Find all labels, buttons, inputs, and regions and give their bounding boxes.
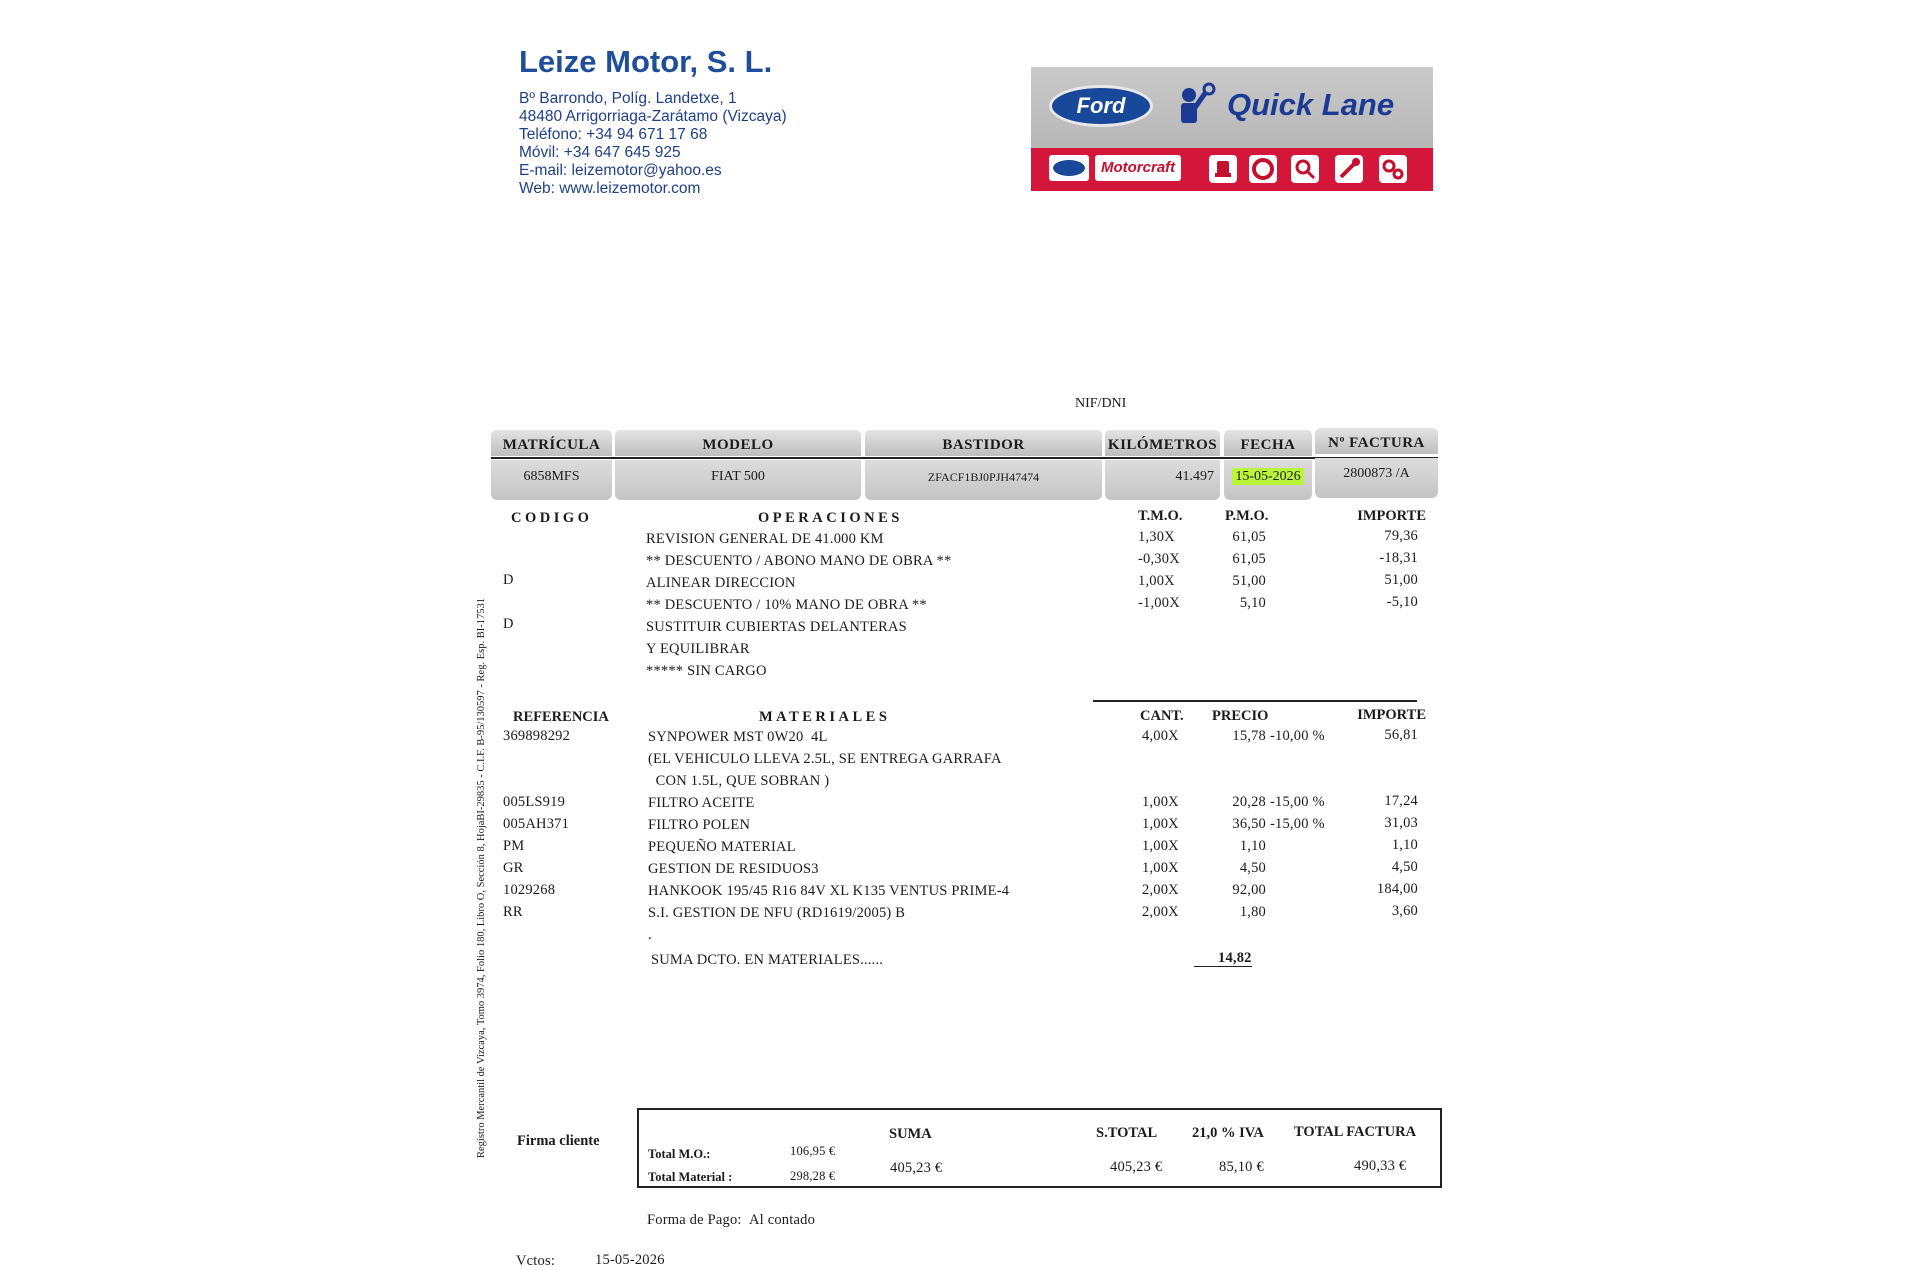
reference-header: REFERENCIA — [513, 709, 609, 725]
payment-value: Al contado — [749, 1212, 816, 1228]
due-label: Vctos: — [516, 1253, 556, 1269]
company-mobile: Móvil: +34 647 645 925 — [519, 144, 681, 161]
material-qty: 2,00X — [1142, 904, 1179, 920]
price-header: PRECIO — [1212, 708, 1269, 724]
vat-value: 85,10 € — [1219, 1159, 1264, 1175]
brand-banner — [1031, 67, 1433, 191]
amount-header: IMPORTE — [1357, 508, 1426, 524]
material-reference: 1029268 — [503, 882, 556, 898]
operation-amount: 51,00 — [1384, 572, 1418, 588]
labor-total-value: 106,95 € — [790, 1144, 836, 1158]
material-reference: RR — [503, 904, 523, 920]
material-reference: 005AH371 — [503, 816, 570, 832]
invoice-total-label: TOTAL FACTURA — [1294, 1124, 1417, 1140]
pmo-header: P.M.O. — [1225, 508, 1269, 524]
sum-value: 405,23 € — [890, 1160, 943, 1176]
material-reference: GR — [503, 860, 524, 876]
tyre-icon — [1249, 155, 1277, 183]
material-price: 15,78 — [1232, 728, 1266, 744]
material-description: CON 1.5L, QUE SOBRAN ) — [648, 773, 830, 789]
qty-header: CANT. — [1140, 708, 1184, 724]
company-web: Web: www.leizemotor.com — [519, 180, 701, 197]
operation-description: SUSTITUIR CUBIERTAS DELANTERAS — [646, 619, 907, 635]
code-header: CODIGO — [511, 510, 593, 526]
operation-description: REVISION GENERAL DE 41.000 KM — [646, 531, 884, 547]
operation-tmo: 1,30X — [1138, 529, 1175, 545]
sum-label: SUMA — [889, 1126, 932, 1142]
material-description: SYNPOWER MST 0W20 4L — [648, 729, 828, 745]
subtotal-label: S.TOTAL — [1096, 1125, 1158, 1141]
invoice-total-value: 490,33 € — [1354, 1158, 1407, 1174]
material-price: 36,50 — [1232, 816, 1266, 832]
registry-text: Registro Mercantil de Vizcaya, Tomo 3974, Folio 180, Libro O, Sección 8, HojaBI-29835 - C.I.F. B-95/130597 - Reg. Esp. BI-17531 — [476, 598, 487, 1158]
operation-description: ** DESCUENTO / 10% MANO DE OBRA ** — [646, 597, 927, 613]
plate-value: 6858MFS — [491, 460, 612, 500]
operation-amount: 79,36 — [1384, 528, 1418, 544]
date-cell — [1224, 460, 1312, 500]
material-qty: 1,00X — [1142, 816, 1179, 832]
material-amount: 4,50 — [1391, 859, 1418, 875]
material-total-value: 298,28 € — [790, 1169, 836, 1183]
operation-pmo: 5,10 — [1239, 595, 1266, 611]
operation-description: ** DESCUENTO / ABONO MANO DE OBRA ** — [646, 553, 952, 569]
plate-header: MATRÍCULA — [491, 430, 612, 456]
vat-label: 21,0 % IVA — [1192, 1125, 1264, 1141]
due-value: 15-05-2026 — [595, 1252, 665, 1268]
km-header: KILÓMETROS — [1105, 430, 1220, 456]
operation-tmo: -0,30X — [1138, 551, 1180, 567]
ford-small-logo — [1049, 155, 1089, 181]
material-description: (EL VEHICULO LLEVA 2.5L, SE ENTREGA GARRAFA — [648, 751, 1002, 767]
material-description: . — [648, 927, 652, 943]
date-value: 15-05-2026 — [1232, 468, 1303, 485]
invoice-value: 2800873 /A — [1315, 458, 1438, 498]
operation-code: D — [503, 616, 514, 632]
motorcraft-logo: Motorcraft — [1095, 155, 1181, 181]
material-price: 1,10 — [1239, 838, 1266, 854]
material-reference: 369898292 — [503, 728, 571, 744]
tmo-header: T.M.O. — [1138, 508, 1183, 524]
wrench-icon — [1335, 155, 1363, 183]
signature-label: Firma cliente — [517, 1133, 600, 1149]
payment-label: Forma de Pago: — [647, 1212, 742, 1228]
material-price: 92,00 — [1232, 882, 1266, 898]
totals-box — [637, 1108, 1442, 1188]
ford-logo: Ford — [1049, 85, 1153, 127]
materials-header: MATERIALES — [759, 709, 891, 725]
material-description: FILTRO ACEITE — [648, 795, 755, 811]
material-discount-value: 14,82 — [1194, 950, 1252, 967]
material-qty: 1,00X — [1142, 838, 1179, 854]
materials-rule — [1093, 700, 1417, 702]
material-total-label: Total Material : — [648, 1170, 733, 1184]
operation-description: ALINEAR DIRECCION — [646, 575, 796, 591]
invoice-header: Nº FACTURA — [1315, 428, 1438, 454]
material-amount: 3,60 — [1391, 903, 1418, 919]
material-qty: 1,00X — [1142, 794, 1179, 810]
operations-header: OPERACIONES — [758, 510, 903, 526]
material-discount: -10,00 % — [1270, 728, 1325, 744]
material-amount: 56,81 — [1384, 727, 1418, 743]
operation-code: D — [503, 572, 514, 588]
operation-tmo: -1,00X — [1138, 595, 1180, 611]
operation-amount: -5,10 — [1386, 594, 1418, 610]
subtotal-value: 405,23 € — [1110, 1159, 1163, 1175]
material-description: GESTION DE RESIDUOS3 — [648, 861, 819, 877]
quick-lane-logo: Quick Lane — [1227, 87, 1395, 122]
operation-description: ***** SIN CARGO — [646, 663, 767, 679]
material-reference: PM — [503, 838, 525, 854]
operation-pmo: 51,00 — [1232, 573, 1266, 589]
material-price: 1,80 — [1239, 904, 1266, 920]
material-description: S.I. GESTION DE NFU (RD1619/2005) B — [648, 905, 906, 921]
labor-total-label: Total M.O.: — [648, 1147, 711, 1161]
company-address-line1: Bº Barrondo, Políg. Landetxe, 1 — [519, 90, 737, 107]
material-price: 20,28 — [1232, 794, 1266, 810]
material-discount: -15,00 % — [1270, 816, 1325, 832]
company-email: E-mail: leizemotor@yahoo.es — [519, 162, 722, 179]
material-description: FILTRO POLEN — [648, 817, 751, 833]
company-phone: Teléfono: +34 94 671 17 68 — [519, 126, 708, 143]
operation-description: Y EQUILIBRAR — [646, 641, 750, 657]
material-qty: 4,00X — [1142, 728, 1179, 744]
diagnostic-icon — [1291, 155, 1319, 183]
vin-value: ZFACF1BJ0PJH47474 — [865, 460, 1102, 500]
operation-pmo: 61,05 — [1232, 529, 1266, 545]
material-description: HANKOOK 195/45 R16 84V XL K135 VENTUS PRIME-4 — [648, 883, 1010, 899]
seat-icon — [1209, 155, 1237, 183]
material-amount: 31,03 — [1384, 815, 1418, 831]
nif-label: NIF/DNI — [1075, 396, 1127, 411]
header-rule — [491, 457, 1438, 459]
model-value: FIAT 500 — [615, 460, 861, 500]
material-amount: 184,00 — [1376, 881, 1418, 897]
operation-tmo: 1,00X — [1138, 573, 1175, 589]
vin-header: BASTIDOR — [865, 430, 1102, 456]
material-discount-label: SUMA DCTO. EN MATERIALES...... — [651, 952, 884, 968]
material-description: PEQUEÑO MATERIAL — [648, 839, 796, 855]
material-qty: 2,00X — [1142, 882, 1179, 898]
material-reference: 005LS919 — [503, 794, 566, 810]
material-qty: 1,00X — [1142, 860, 1179, 876]
mechanic-icon — [1169, 81, 1221, 133]
mat-amount-header: IMPORTE — [1357, 707, 1426, 723]
operation-amount: -18,31 — [1379, 550, 1418, 566]
material-amount: 17,24 — [1384, 793, 1418, 809]
material-price: 4,50 — [1239, 860, 1266, 876]
date-header: FECHA — [1224, 430, 1312, 456]
km-value: 41.497 — [1105, 460, 1220, 500]
model-header: MODELO — [615, 430, 861, 456]
material-amount: 1,10 — [1391, 837, 1418, 853]
operation-pmo: 61,05 — [1232, 551, 1266, 567]
material-discount: -15,00 % — [1270, 794, 1325, 810]
gears-icon — [1379, 155, 1407, 183]
company-name: Leize Motor, S. L. — [519, 44, 773, 79]
company-address-line2: 48480 Arrigorriaga-Zarátamo (Vizcaya) — [519, 108, 787, 125]
